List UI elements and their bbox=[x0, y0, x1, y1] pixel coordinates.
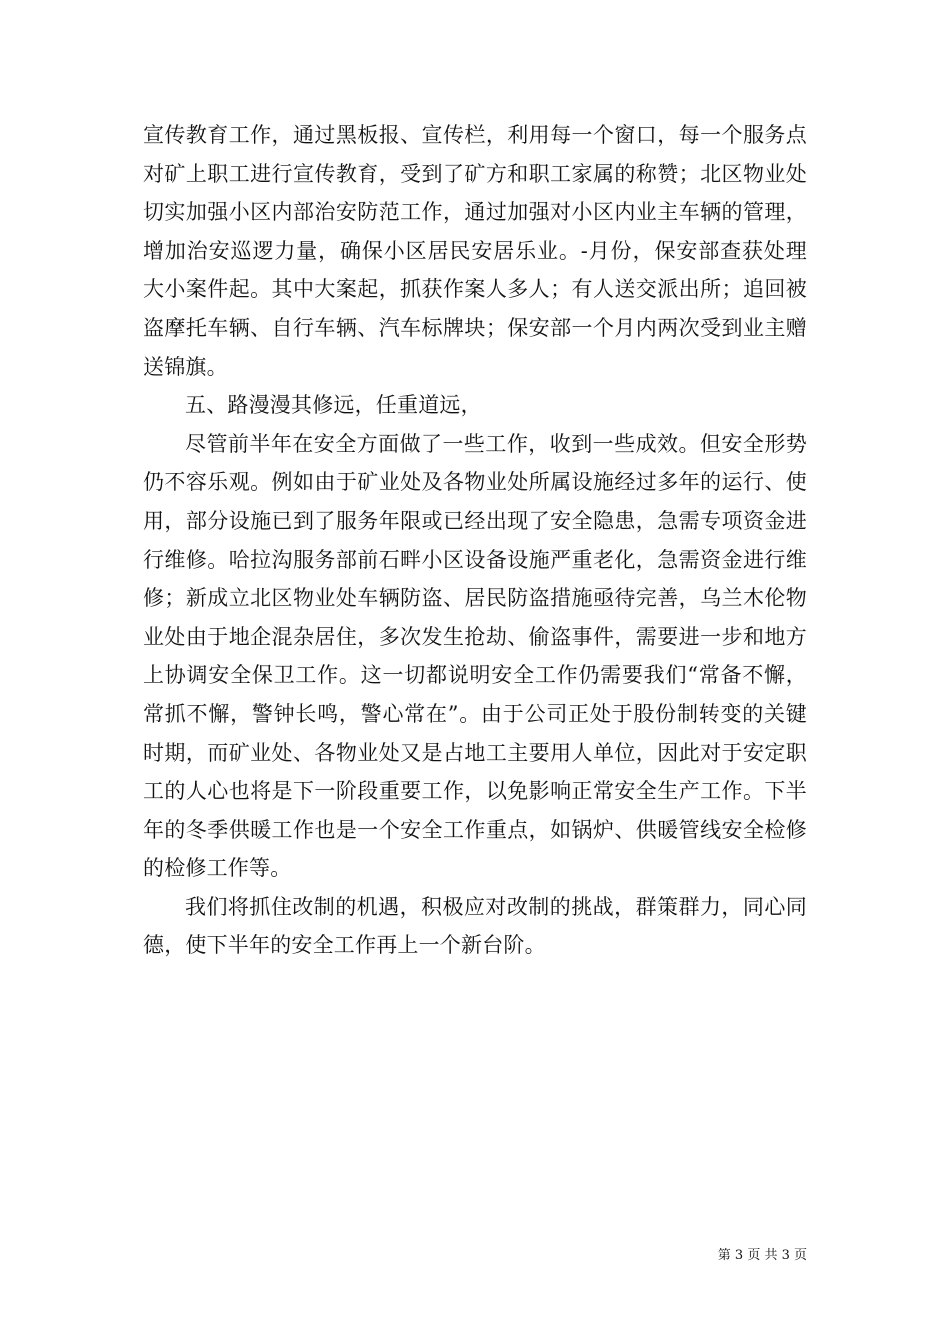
paragraph-continuation: 宣传教育工作，通过黑板报、宣传栏，利用每一个窗口，每一个服务点对矿上职工进行宣传教育，受到了矿方和职工家属的称赞；北区物业处切实加强小区内部治安防范工作，通过加强对小区内业主车辆的管理，增加治安巡逻力量，确保小区居民安居乐业。-月份，保安部查获处理大小案件起。其中大案起，抓获作案人多人；有人送交派出所；追回被盗摩托车辆、自行车辆、汽车标牌块；保安部一个月内两次受到业主赠送锦旗。 bbox=[143, 123, 807, 379]
paragraph-conclusion: 我们将抓住改制的机遇，积极应对改制的挑战，群策群力，同心同德，使下半年的安全工作再上一个新台阶。 bbox=[143, 894, 807, 958]
section-heading: 五、路漫漫其修远，任重道远， bbox=[185, 393, 482, 418]
document-body bbox=[143, 116, 807, 965]
paragraph-safety-situation: 尽管前半年在安全方面做了一些工作，收到一些成效。但安全形势仍不容乐观。例如由于矿业处及各物业处所属设施经过多年的运行、使用，部分设施已到了服务年限或已经出现了安全隐患，急需专项资金进行维修。哈拉沟服务部前石畔小区设备设施严重老化，急需资金进行维修；新成立北区物业处车辆防盗、居民防盗措施亟待完善，乌兰木伦物业处由于地企混杂居住，多次发生抢劫、偷盗事件，需要进一步和地方上协调安全保卫工作。这一切都说明安全工作仍需要我们“常备不懈，常抓不懈，警钟长鸣，警心常在”。由于公司正处于股份制转变的关键时期，而矿业处、各物业处又是占地工主要用人单位，因此对于安定职工的人心也将是下一阶段重要工作，以免影响正常安全生产工作。下半年的冬季供暖工作也是一个安全工作重点，如锅炉、供暖管线安全检修的检修工作等。 bbox=[143, 431, 807, 881]
page-number-footer: 第 3 页 共 3 页 bbox=[717, 1248, 807, 1263]
